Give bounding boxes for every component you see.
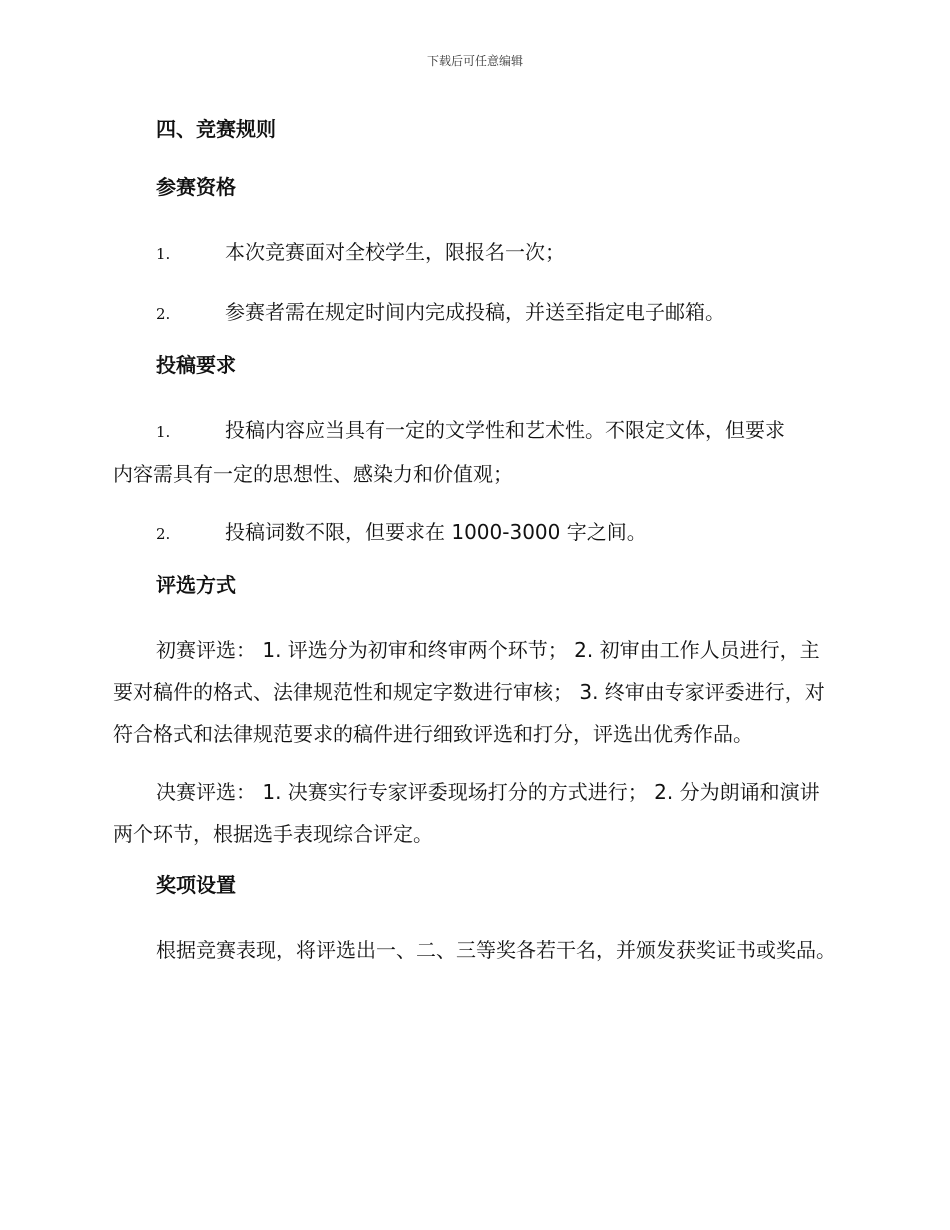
list-item-text: 本次竞赛面对全校学生，限报名一次； [225, 240, 565, 264]
awards-heading: 奖项设置 [156, 873, 236, 897]
list-item-number: 2. [156, 525, 171, 543]
list-item [113, 291, 838, 335]
list-item [113, 231, 838, 275]
eligibility-heading: 参赛资格 [156, 175, 236, 199]
list-item-number: 1. [156, 423, 171, 441]
awards-paragraph: 根据竞赛表现，将评选出一、二、三等奖各若干名，并颁发获奖证书或奖品。 [156, 938, 836, 962]
final-judging-paragraph: 决赛评选： 1. 决赛实行专家评委现场打分的方式进行； 2. 分为朗诵和演讲两个环节，根据选手表现综合评定。 [113, 780, 820, 846]
submission-heading: 投稿要求 [156, 353, 236, 377]
list-item-number: 1. [156, 245, 171, 263]
page-header-note: 下载后可任意编辑 [426, 54, 523, 68]
list-item-text: 投稿内容应当具有一定的文学性和艺术性。不限定文体，但要求 [225, 418, 785, 442]
list-item [113, 409, 838, 495]
list-item-text: 参赛者需在规定时间内完成投稿，并送至指定电子邮箱。 [225, 300, 725, 324]
list-item-text: 投稿词数不限，但要求在 1000-3000 字之间。 [225, 520, 647, 544]
chapter-title: 四、竞赛规则 [156, 117, 276, 141]
document-body [113, 112, 838, 987]
judging-heading: 评选方式 [156, 573, 236, 597]
list-item-number: 2. [156, 305, 171, 323]
list-item-text-continued: 内容需具有一定的思想性、感染力和价值观； [113, 462, 513, 486]
list-item [113, 511, 838, 555]
preliminary-judging-paragraph: 初赛评选： 1. 评选分为初审和终审两个环节； 2. 初审由工作人员进行，主要对稿件的格式、法律规范性和规定字数进行审核； 3. 终审由专家评委进行，对符合格式和法律规范要求的稿件进行细致评选和打分，评选出优秀作品。 [113, 638, 825, 746]
